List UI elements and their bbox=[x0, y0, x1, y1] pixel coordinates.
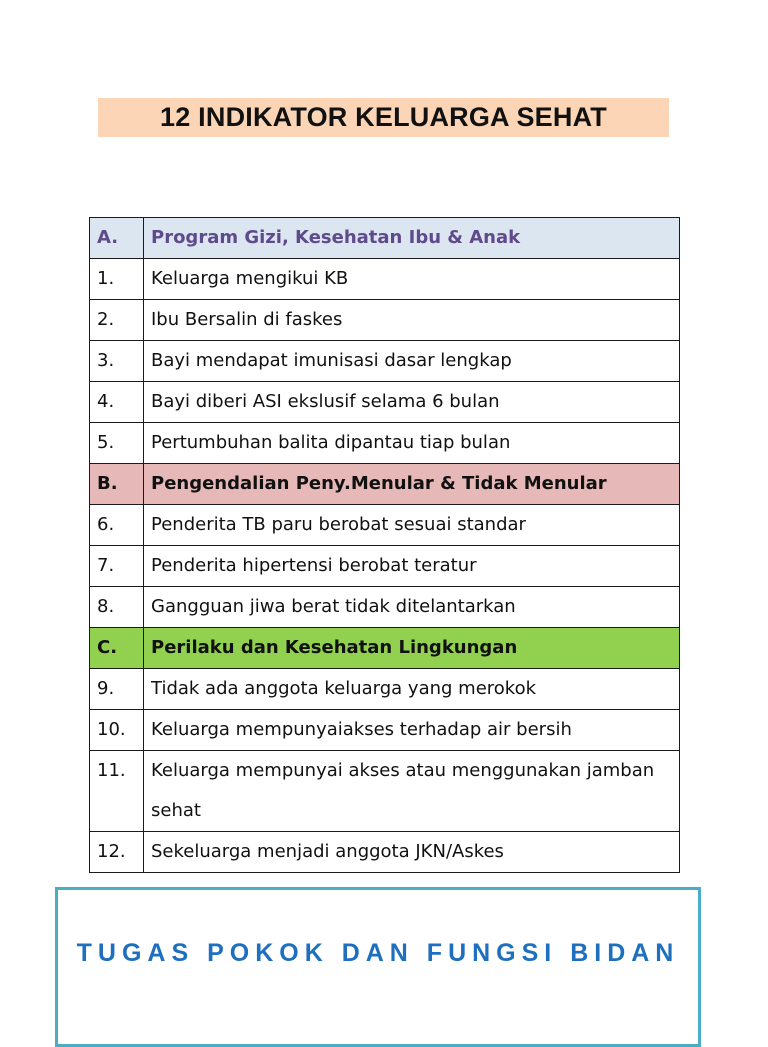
item-number: 6. bbox=[90, 505, 144, 546]
item-number: 8. bbox=[90, 587, 144, 628]
item-text: Keluarga mempunyai akses atau menggunakan jamban sehat bbox=[144, 751, 680, 832]
item-text: Penderita TB paru berobat sesuai standar bbox=[144, 505, 680, 546]
item-text: Sekeluarga menjadi anggota JKN/Askes bbox=[144, 832, 680, 873]
indicator-table bbox=[89, 217, 680, 873]
table-row bbox=[90, 505, 680, 546]
section-code: C. bbox=[90, 628, 144, 669]
item-text: Bayi mendapat imunisasi dasar lengkap bbox=[144, 341, 680, 382]
table-row bbox=[90, 423, 680, 464]
task-box bbox=[55, 887, 701, 1047]
item-number: 3. bbox=[90, 341, 144, 382]
item-text: Keluarga mempunyaiakses terhadap air bersih bbox=[144, 710, 680, 751]
section-b-row bbox=[90, 464, 680, 505]
table-row bbox=[90, 587, 680, 628]
section-code: B. bbox=[90, 464, 144, 505]
table-row bbox=[90, 832, 680, 873]
item-text: Bayi diberi ASI ekslusif selama 6 bulan bbox=[144, 382, 680, 423]
table-row bbox=[90, 300, 680, 341]
item-text: Ibu Bersalin di faskes bbox=[144, 300, 680, 341]
table-row bbox=[90, 382, 680, 423]
table-row bbox=[90, 669, 680, 710]
table-row bbox=[90, 751, 680, 832]
section-code: A. bbox=[90, 218, 144, 259]
table-row bbox=[90, 710, 680, 751]
item-number: 12. bbox=[90, 832, 144, 873]
item-number: 10. bbox=[90, 710, 144, 751]
section-c-row bbox=[90, 628, 680, 669]
item-text: Keluarga mengikui KB bbox=[144, 259, 680, 300]
table-row bbox=[90, 259, 680, 300]
item-number: 11. bbox=[90, 751, 144, 832]
section-label: Perilaku dan Kesehatan Lingkungan bbox=[144, 628, 680, 669]
item-number: 9. bbox=[90, 669, 144, 710]
table-row bbox=[90, 546, 680, 587]
item-text: Pertumbuhan balita dipantau tiap bulan bbox=[144, 423, 680, 464]
section-label: Pengendalian Peny.Menular & Tidak Menular bbox=[144, 464, 680, 505]
item-number: 1. bbox=[90, 259, 144, 300]
section-a-row bbox=[90, 218, 680, 259]
table-row bbox=[90, 341, 680, 382]
item-number: 7. bbox=[90, 546, 144, 587]
item-number: 4. bbox=[90, 382, 144, 423]
title-banner bbox=[98, 98, 669, 137]
item-text: Tidak ada anggota keluarga yang merokok bbox=[144, 669, 680, 710]
item-number: 2. bbox=[90, 300, 144, 341]
task-box-title: TUGAS POKOK DAN FUNGSI BIDAN bbox=[76, 939, 680, 967]
item-text: Penderita hipertensi berobat teratur bbox=[144, 546, 680, 587]
item-number: 5. bbox=[90, 423, 144, 464]
item-text: Gangguan jiwa berat tidak ditelantarkan bbox=[144, 587, 680, 628]
section-label: Program Gizi, Kesehatan Ibu & Anak bbox=[144, 218, 680, 259]
page-title: 12 INDIKATOR KELUARGA SEHAT bbox=[160, 102, 607, 132]
